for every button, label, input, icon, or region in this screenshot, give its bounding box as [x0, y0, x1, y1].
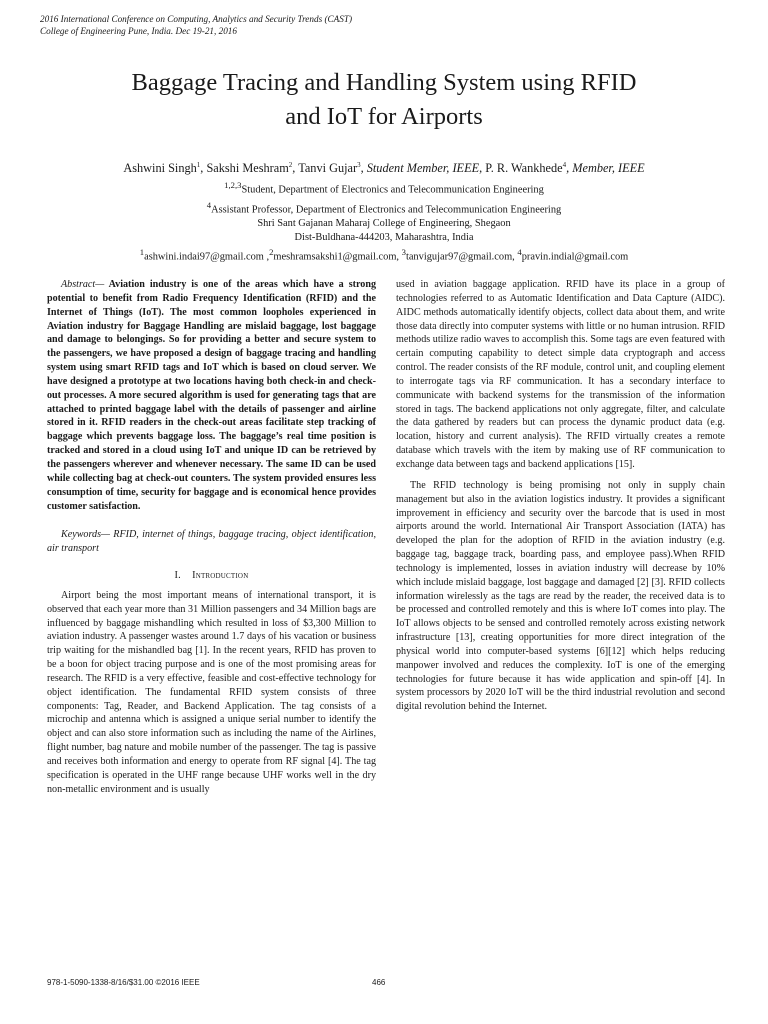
conference-header: [40, 13, 352, 37]
section-heading: [47, 569, 376, 583]
author-superscript: 3: [357, 160, 361, 169]
author-name: , Sakshi Meshram: [200, 161, 289, 175]
author-emails: $^1$ashwini.indai97@gmail.com ,$^2$meshramsakshi1@gmail.com, $^3$tanvigujar97@gmail.com, $^4$pravin.indial@gmail.com: [139, 247, 629, 263]
affiliations: [20, 178, 748, 265]
body-paragraph: The RFID technology is being promising not only in supply chain management but also in the aviation logistics industry. It provides a significant improvement in efficiency and security over the barcode that is used in most airports around the world. International Air Transport Association (IATA) has developed the plan for the adoption of RFID in the aviation industry (e.g. baggage tag, baggage track, boarding pass, and employee pass).When RFID technology is implemented, losses in aviation industry will decrease by 10% which include mislaid baggage, lost baggage and damaged [2] [3]. RFID collects information wirelessly as the tags are read by the reader, the received data is to be processed and controlled remotely and this is where IoT comes into play. The IoT allows objects to be sensed and controlled remotely across existing network infrastructure [13], creating opportunities for more direct integration of the physical world into computer-based systems [6][12] which helps reducing manpower involved and reduces the complexity. IoT is one of the emerging technologies for future because it has wide application and spin-off [4]. In system processors by 2020 IoT will be the third industrial revolution and second digital revolution behind the Internet.: [396, 479, 725, 713]
author-superscript: 2: [288, 160, 293, 169]
email: ashwini.indai97@gmail.com ,: [144, 251, 270, 263]
conference-venue: College of Engineering Pune, India. Dec 19-21, 2016: [40, 26, 237, 36]
paper-title-line-1: Baggage Tracing and Handling System using RFID: [131, 69, 637, 96]
email: pravin.indial@gmail.com: [521, 251, 629, 263]
left-column: [47, 278, 376, 797]
affiliation-address: Dist-Buldhana-444203, Maharashtra, India: [294, 232, 474, 244]
section-number: I.: [174, 570, 181, 582]
abstract: [47, 278, 376, 513]
copyright-footer: 978-1-5090-1338-8/16/$31.00 ©2016 IEEE: [47, 978, 200, 987]
author-superscript: 1: [196, 160, 201, 169]
abstract-label: Abstract—: [61, 279, 105, 290]
abstract-body: Aviation industry is one of the areas which have a strong potential to benefit from Radio Frequency Identification (RFID) and the Internet of Things (IoT). The most common loopholes experienced in Aviation industry for Baggage Handling are mislaid baggage, lost baggage and damage to belongings. So for providing a better and secure system to the passengers, we have proposed a design of baggage tracing and handling system using smart RFID tags and IoT which is based on cloud server. We have designed a prototype at two locations having both check-in and check-out processes. A more secured algorithm is used for generating tags that are attached to printed baggage label with the details of passenger and airline stored in it. RFID readers in the check-out areas facilitate step tracking of baggage which prevents baggage loss. The baggage’s real time position is tracked and stored in a cloud using IoT and unique ID can be retrieved by the passengers wherever and whenever necessary. The same ID can be used while collecting bag at check-out counters. The system provided ensures less consumption of time, security for baggage and is economical hence provides customer satisfaction.: [47, 279, 376, 512]
membership-note: , Member, IEEE: [566, 161, 645, 175]
author-name: , Tanvi Gujar: [292, 161, 358, 175]
author-name: Ashwini Singh: [123, 161, 197, 175]
author-list: [20, 160, 748, 176]
section-title: Introduction: [192, 570, 249, 582]
membership-note: , Student Member, IEEE: [360, 161, 480, 175]
paper-title: [20, 66, 748, 134]
affiliation-college: Shri Sant Gajanan Maharaj College of Engineering, Shegaon: [257, 218, 511, 230]
intro-paragraph: Airport being the most important means of international transport, it is observed that each year more than 31 Million passengers and 34 Million bags are influenced by baggage mishandling which resulted in loss of $3,300 Million to aviation industry. A passenger wastes around 1.7 days of his vacation or business trip waiting for the mishandled bag [1]. In the recent years, RFID has proven to be a boon for object tracing purpose and is one of the most promising areas for research. The RFID is a very effective, feasible and cost-effective technology for object identification. The fundamental RFID system consists of three components: Tag, Reader, and Backend Application. The tag consists of a microchip and antenna which is assigned a unique serial number to identify the object and can also store information such as including the name of the Airlines, flight number, bag nature and mobile number of the passenger. The tag is passive and receives both information and energy to operate from RF signal [4]. The tag specification is operated in the UHF range because UHF works well in the dry non-metallic environment and is usually: [47, 589, 376, 795]
email: meshramsakshi1@gmail.com,: [273, 251, 402, 263]
page-number: 466: [372, 978, 386, 987]
affiliation-students: $^{1,2,3}$Student, Department of Electronics and Telecommunication Engineering: [224, 180, 544, 196]
right-column: [396, 278, 725, 714]
affiliation-professor: $^4$Assistant Professor, Department of Electronics and Telecommunication Engineering: [206, 199, 562, 216]
paper-title-line-2: and IoT for Airports: [285, 103, 483, 130]
body-paragraph: used in aviation baggage application. RFID have its place in a group of technologies referred to as Automatic Identification and Data Capture (AIDC). AIDC methods automatically identify objects, collect data about them, and write those data directly into computer systems with little or no human intrusion. RFID methods utilize radio waves to accomplish this. Some tags are even featured with certain computing capability to detect simple data cryptograph and access control. The reader consists of the RF module, control unit, and coupling element to interrogate tags via RF communication. It has a secondary interface to communicate with backend systems for the transmission of the information stored in tags. The backend applications not only aggregate, filter, and calculate the data gathered by readers but can process the dynamic product data (e.g. location, history and current analysis). The RFID virtually creates a remote database which travels with the item by making use of RF communication to exchange data between tags and backend applications [15].: [396, 279, 725, 470]
author-superscript: 4: [562, 160, 567, 169]
conference-name: 2016 International Conference on Computing, Analytics and Security Trends (CAST): [40, 14, 353, 24]
email: tanvigujar97@gmail.com,: [405, 251, 518, 263]
keywords: Keywords— RFID, internet of things, baggage tracing, object identification, air transport: [47, 529, 376, 555]
author-name: , P. R. Wankhede: [479, 161, 563, 175]
